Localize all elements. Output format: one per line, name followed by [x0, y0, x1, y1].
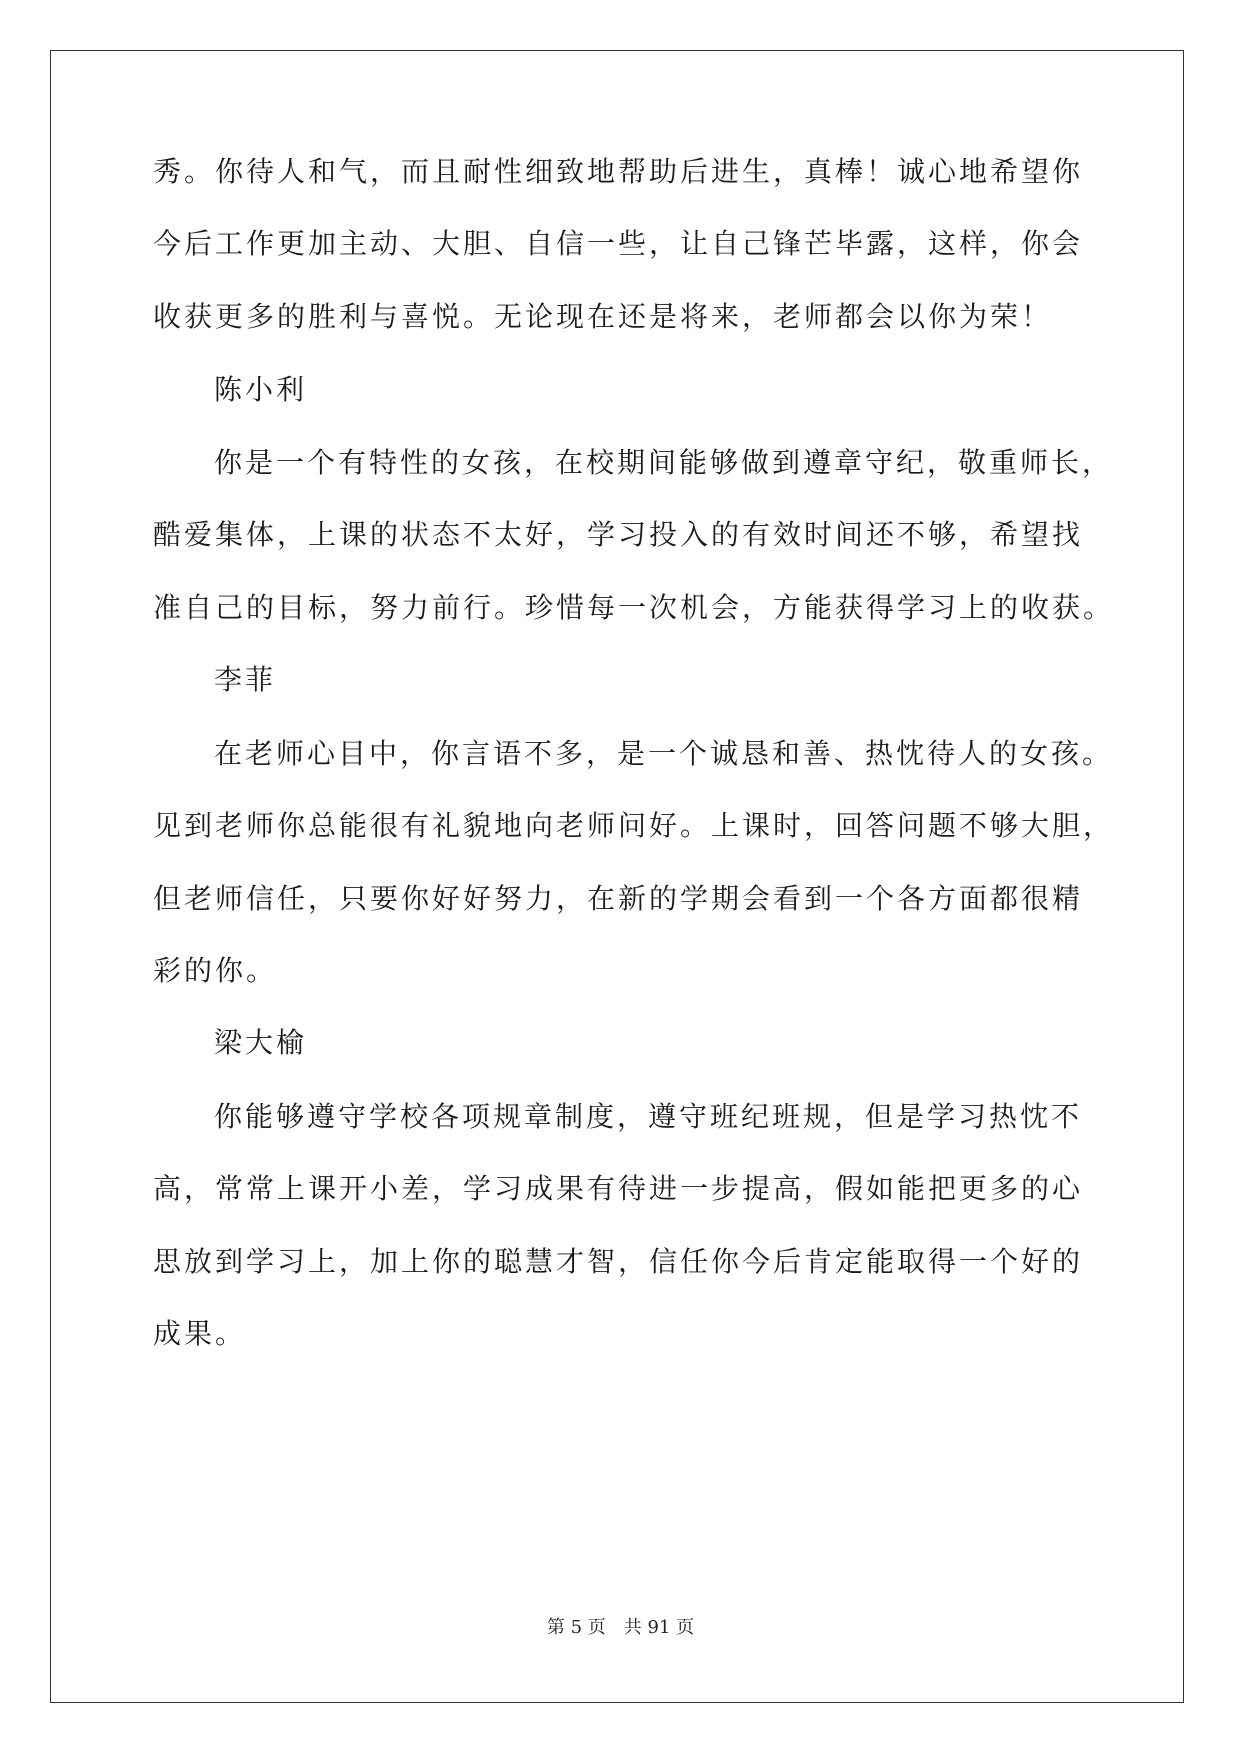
text-line: 秀。你待人和气，而且耐性细致地帮助后进生，真棒！诚心地希望你 [153, 155, 1084, 188]
student-name: 梁大榆 [214, 1026, 308, 1059]
text-line: 你能够遵守学校各项规章制度，遵守班纪班规，但是学习热忱不 [214, 1100, 1083, 1133]
text-line: 准自己的目标，努力前行。珍惜每一次机会，方能获得学习上的收获。 [153, 591, 1115, 624]
page-number: 第 5 页 [546, 1617, 606, 1638]
text-line: 收获更多的胜利与喜悦。无论现在还是将来，老师都会以你为荣！ [153, 300, 1053, 333]
text-line: 彩的你。 [153, 954, 278, 987]
text-line: 见到老师你总能很有礼貌地向老师问好。上课时，回答问题不够大胆， [153, 809, 1115, 842]
text-line: 思放到学习上，加上你的聪慧才智，信任你今后肯定能取得一个好的 [153, 1245, 1084, 1278]
text-line: 今后工作更加主动、大胆、自信一些，让自己锋芒毕露，这样，你会 [153, 227, 1084, 260]
text-line: 成果。 [153, 1317, 247, 1350]
page-footer [0, 1616, 1241, 1640]
text-line: 高，常常上课开小差，学习成果有待进一步提高，假如能把更多的心 [153, 1172, 1084, 1205]
text-line: 但老师信任，只要你好好努力，在新的学期会看到一个各方面都很精 [153, 882, 1084, 915]
page-total: 共 91 页 [623, 1617, 695, 1638]
text-line: 你是一个有特性的女孩，在校期间能够做到遵章守纪，敬重师长， [214, 446, 1114, 479]
page-border [50, 50, 1184, 1703]
student-name: 李菲 [214, 663, 277, 696]
text-line: 酷爱集体，上课的状态不太好，学习投入的有效时间还不够，希望找 [153, 518, 1084, 551]
student-name: 陈小利 [214, 373, 308, 406]
text-line: 在老师心目中，你言语不多，是一个诚恳和善、热忱待人的女孩。 [214, 737, 1114, 770]
